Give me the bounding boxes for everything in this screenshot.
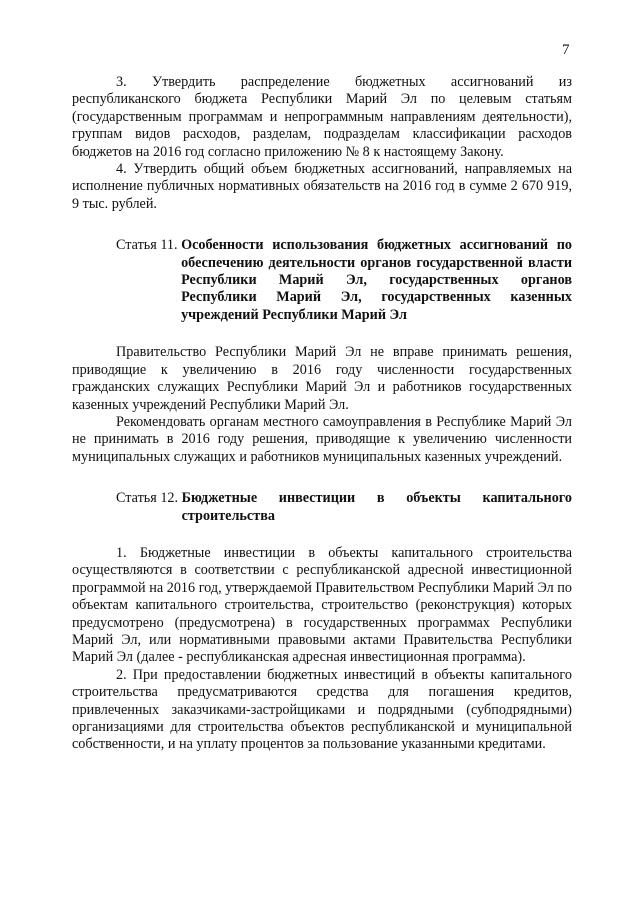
article-11-paragraph-1: Правительство Республики Марий Эл не вправе принимать решения, приводящие к увеличению в 2016 году численности государственных гражданских служащих Республики Марий Эл и работников государственных казенных учреждений Республики Марий Эл. (72, 344, 572, 413)
document-body (72, 74, 572, 754)
page-number: 7 (562, 42, 570, 58)
article-11-label: Статья 11. (116, 237, 182, 254)
article-12-paragraph-1: 1. Бюджетные инвестиции в объекты капитального строительства осуществляются в соответствии с республиканской адресной инвестиционной программой на 2016 год, утверждаемой Правительством Республики Марий Эл по объектам капитального строительства, строительство (реконструкция) которых предусмотрено (предусмотрена) в государственных программах Республики Марий Эл, или нормативными правовыми актами Правительства Республики Марий Эл (далее - республиканская адресная инвестиционная программа). (72, 544, 572, 666)
paragraph-item-4: 4. Утвердить общий объем бюджетных ассигнований, направляемых на исполнение публичных нормативных обязательств на 2016 год в сумме 2 670 919, 9 тыс. рублей. (72, 161, 572, 212)
article-12-title: Бюджетные инвестиции в объекты капитального строительства (181, 490, 572, 524)
article-12-paragraph-2: 2. При предоставлении бюджетных инвестиций в объекты капитального строительства предусматриваются средства для погашения кредитов, привлеченных заказчиками-застройщиками и подрядными (субподрядными) организациями для строительства объектов республиканской и муниципальной собственности, и на уплату процентов за пользование указанными кредитами. (72, 666, 572, 753)
article-11-paragraph-2: Рекомендовать органам местного самоуправления в Республике Марий Эл не принимать в 2016 году решения, приводящие к увеличению численности муниципальных служащих и работников муниципальных казенных учреждений. (72, 413, 572, 465)
article-12-heading (116, 490, 572, 525)
article-11-title: Особенности использования бюджетных ассигнований по обеспечению деятельности органов государственной власти Республики Марий Эл, государственных органов Республики Марий Эл, государственных казенных учреждений Республики Марий Эл (181, 237, 572, 323)
paragraph-item-3: 3. Утвердить распределение бюджетных ассигнований из республиканского бюджета Республики Марий Эл по целевым статьям (государственным программам и непрограммным направлениям деятельности), группам видов расходов, разделам, подразделам классификации расходов бюджетов на 2016 год согласно приложению № 8 к настоящему Закону. (72, 74, 572, 160)
article-11-heading (116, 237, 572, 324)
article-12-label: Статья 12. (116, 490, 182, 507)
